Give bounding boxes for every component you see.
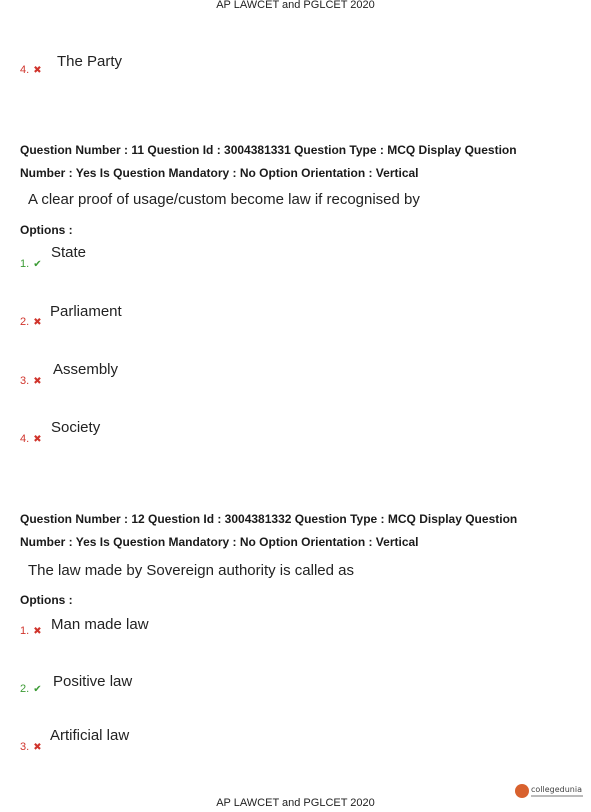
option-number: 4. ✖ (20, 433, 42, 445)
cross-icon: ✖ (33, 317, 42, 328)
cross-icon: ✖ (33, 65, 42, 76)
option-text: Assembly (53, 361, 119, 378)
page-footer: AP LAWCET and PGLCET 2020 (216, 797, 375, 809)
options-label: Options : (20, 223, 73, 237)
option-text: State (51, 244, 87, 261)
option-number: 2. ✖ (20, 316, 42, 328)
option-number: 1. ✖ (20, 625, 42, 637)
check-icon: ✔ (33, 259, 42, 270)
option-text: Parliament (50, 303, 122, 320)
cross-icon: ✖ (33, 434, 42, 445)
option-number: 3. ✖ (20, 375, 42, 387)
question-11-meta: Question Number : 11 Question Id : 3004381331 Question Type : MCQ Display Question Number : Yes Is Question Mandatory : No Option Orientation : Vertical (20, 143, 517, 180)
cross-icon: ✖ (33, 742, 42, 753)
option-number: 2. ✔ (20, 683, 42, 695)
page-header: AP LAWCET and PGLCET 2020 (216, 0, 375, 11)
option-number: 1. ✔ (20, 258, 42, 270)
option-number: 3. ✖ (20, 741, 42, 753)
option-text: Artificial law (50, 727, 130, 744)
option-text: Society (51, 419, 101, 436)
options-label: Options : (20, 593, 73, 607)
option-text: The Party (57, 53, 123, 70)
option-text: Man made law (51, 616, 149, 633)
option-text: Positive law (53, 673, 133, 690)
question-11-text: A clear proof of usage/custom become law if recognised by (28, 191, 420, 208)
mascot-icon (515, 784, 529, 798)
cross-icon: ✖ (33, 626, 42, 637)
option-number: 4. ✖ (20, 64, 42, 76)
check-icon: ✔ (33, 684, 42, 695)
question-12-meta: Question Number : 12 Question Id : 3004381332 Question Type : MCQ Display Question Number : Yes Is Question Mandatory : No Option Orientation : Vertical (20, 512, 518, 549)
cross-icon: ✖ (33, 376, 42, 387)
logo-text: collegedunia (531, 785, 583, 794)
question-12-text: The law made by Sovereign authority is called as (28, 562, 355, 579)
